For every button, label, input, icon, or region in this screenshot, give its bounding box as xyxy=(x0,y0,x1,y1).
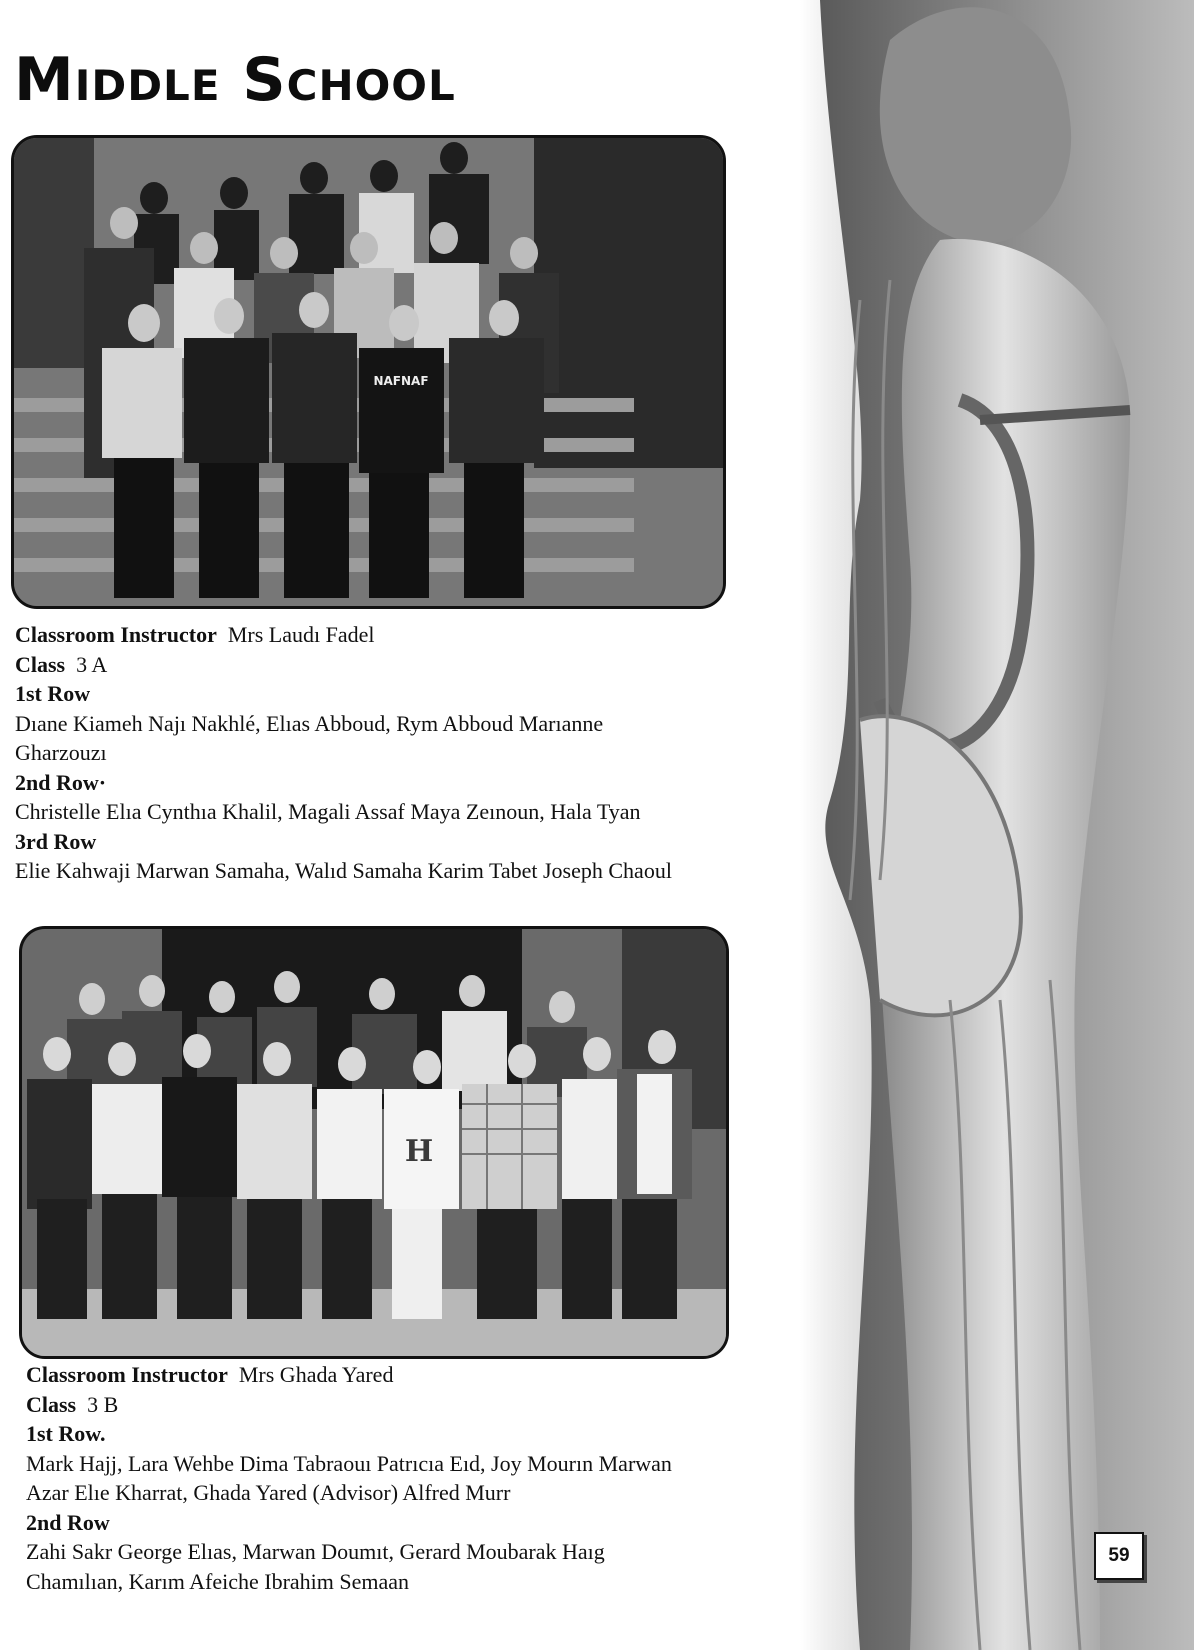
photo-3b-sweater-letter: H xyxy=(404,1134,434,1169)
row-label: 2nd Row· xyxy=(15,769,107,795)
class-name: 3 B xyxy=(87,1391,119,1417)
statue-relief-image xyxy=(800,0,1194,1650)
class-label: Class xyxy=(26,1391,77,1417)
class-3b-photo xyxy=(19,926,729,1359)
row-names: Dıane Kiameh Najı Nakhlé, Elıas Abboud, Rym Abboud Marıanne Gharzouzı xyxy=(15,710,604,765)
instructor-name: Mrs Laudı Fadel xyxy=(227,622,375,647)
row-names: Elie Kahwaji Marwan Samaha, Walıd Samaha Karim Tabet Joseph Chaoul xyxy=(15,858,672,883)
page-number: 59 xyxy=(1094,1532,1144,1580)
row-label: 1st Row xyxy=(15,681,91,706)
photo-3a-sweater-text: NAFNAF xyxy=(373,374,429,388)
row-label: 3rd Row xyxy=(15,828,97,854)
row-names: Mark Hajj, Lara Wehbe Dima Tabraouı Patrıcıa Eıd, Joy Mourın Marwan Azar Elıe Kharrat, Ghada Yared (Advisor) Alfred Murr xyxy=(26,1450,672,1505)
class-3b-caption xyxy=(26,1360,726,1596)
instructor-label: Classroom Instructor xyxy=(26,1362,228,1387)
row-label: 1st Row. xyxy=(26,1421,106,1446)
class-3a-caption xyxy=(15,620,805,886)
row-names: Christelle Elıa Cynthıa Khalil, Magali Assaf Maya Zeınoun, Hala Tyan xyxy=(15,799,641,824)
class-label: Class xyxy=(15,651,66,677)
class-3a-photo xyxy=(11,135,726,609)
row-names: Zahi Sakr George Elıas, Marwan Doumıt, Gerard Moubarak Haıg Chamılıan, Karım Afeiche Ibrahim Semaan xyxy=(26,1539,605,1594)
class-name: 3 A xyxy=(76,651,108,677)
instructor-label: Classroom Instructor xyxy=(15,622,217,647)
instructor-name: Mrs Ghada Yared xyxy=(238,1362,394,1387)
row-label: 2nd Row xyxy=(26,1509,110,1535)
page-title: Middle School xyxy=(14,45,456,115)
